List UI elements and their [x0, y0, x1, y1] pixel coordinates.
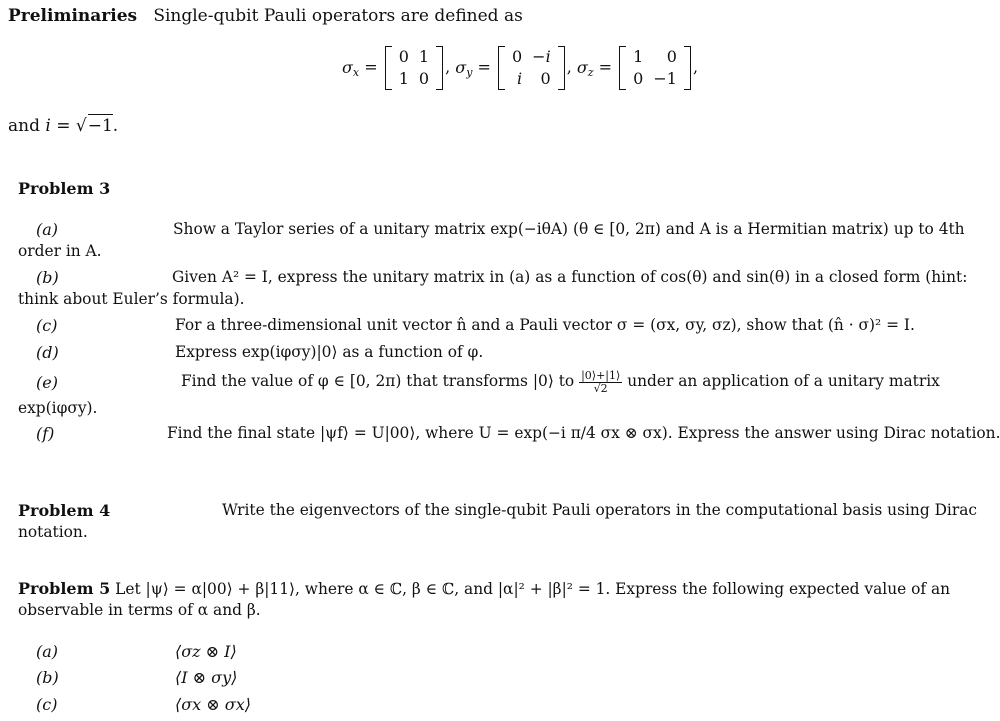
- problem3-heading: Problem 3: [18, 179, 111, 198]
- p5b-expr: ⟨I ⊗ σy⟩: [175, 668, 238, 687]
- p5a-label: (a): [36, 642, 59, 661]
- p5-line2: observable in terms of α and β.: [18, 601, 261, 619]
- p5-line1-row: [18, 579, 950, 598]
- p3f-label: (f): [36, 424, 55, 443]
- sx-10: 1: [398, 69, 409, 88]
- sz-01: 0: [666, 47, 677, 66]
- sigma-z-matrix: [619, 46, 691, 90]
- period: .: [112, 116, 119, 136]
- p3e-line2: exp(iφσy).: [18, 399, 98, 417]
- sy-11: 0: [540, 69, 551, 88]
- sy-10: i: [517, 69, 523, 88]
- p3c-line1: For a three-dimensional unit vector n̂ and a Pauli vector σ = (σx, σy, σz), show that (n̂ · σ)² = I.: [175, 316, 915, 334]
- p3e-line1: [181, 366, 940, 396]
- i-definition: and i = √−1.: [8, 116, 119, 136]
- p5b-label: (b): [36, 668, 59, 687]
- sz-11: −1: [653, 69, 677, 88]
- p3a-label: (a): [36, 220, 59, 239]
- p3c-label: (c): [36, 316, 58, 335]
- preliminaries-intro: Single-qubit Pauli operators are defined as: [153, 6, 523, 26]
- p3e-frac-den: √2: [593, 381, 608, 395]
- sx-11: 0: [418, 69, 430, 88]
- i-def: i =: [45, 116, 76, 136]
- p3a-line2: order in A.: [18, 242, 102, 260]
- problem4-heading: Problem 4: [18, 501, 111, 520]
- p3a-line1: Show a Taylor series of a unitary matrix exp(−iθA) (θ ∈ [0, 2π) and A is a Hermitian matrix) up to 4th: [173, 220, 965, 238]
- sy-01: −i: [532, 47, 551, 66]
- p3e-frac-num: |0⟩+|1⟩: [581, 368, 621, 382]
- p3f-line1: Find the final state |ψf⟩ = U|00⟩, where U = exp(−i π/4 σx ⊗ σx). Express the answer using Dirac notation.: [167, 424, 1000, 442]
- p5a-expr: ⟨σz ⊗ I⟩: [175, 642, 237, 661]
- and-text: and: [8, 116, 40, 136]
- p3d-line1: Express exp(iφσy)|0⟩ as a function of φ.: [175, 343, 484, 361]
- p3d-label: (d): [36, 343, 59, 362]
- sigma-y-matrix: [498, 46, 565, 90]
- p3e-label: (e): [36, 373, 58, 392]
- p4-line2: notation.: [18, 523, 88, 541]
- p5-line1: Let |ψ⟩ = α|00⟩ + β|11⟩, where α ∈ ℂ, β ∈ ℂ, and |α|² + |β|² = 1. Express the following expected value of an: [115, 580, 951, 598]
- preliminaries-paragraph: [8, 6, 523, 26]
- preliminaries-heading: Preliminaries: [8, 6, 138, 26]
- p4-line1: Write the eigenvectors of the single-qubit Pauli operators in the computational basis using Dirac: [222, 501, 977, 519]
- sigma-x-matrix: [385, 46, 443, 90]
- p3b-line2: think about Euler’s formula).: [18, 290, 245, 308]
- i-value: −1: [87, 116, 113, 136]
- sy-00: 0: [511, 47, 523, 66]
- p5c-expr: ⟨σx ⊗ σx⟩: [175, 695, 251, 714]
- p3e-line1a: Find the value of φ ∈ [0, 2π) that transforms |0⟩ to: [181, 372, 575, 390]
- p3b-label: (b): [36, 268, 59, 287]
- sz-00: 1: [633, 47, 644, 66]
- p3e-line1b: under an application of a unitary matrix: [627, 372, 940, 390]
- p3e-fraction: [579, 370, 622, 395]
- p5c-label: (c): [36, 695, 58, 714]
- problem5-heading: Problem 5: [18, 579, 111, 598]
- p3b-line1: Given A² = I, express the unitary matrix in (a) as a function of cos(θ) and sin(θ) in a closed form (hint:: [172, 268, 968, 286]
- sx-01: 1: [418, 47, 430, 66]
- sx-00: 0: [398, 47, 409, 66]
- sz-10: 0: [633, 69, 644, 88]
- pauli-matrices-equation: $\sigma_x$ = 0 1 1 0 , $\sigma_y$ = 0 −i i 0 , $\sigma_z$ = 1 0 0 −1 ,: [342, 47, 699, 88]
